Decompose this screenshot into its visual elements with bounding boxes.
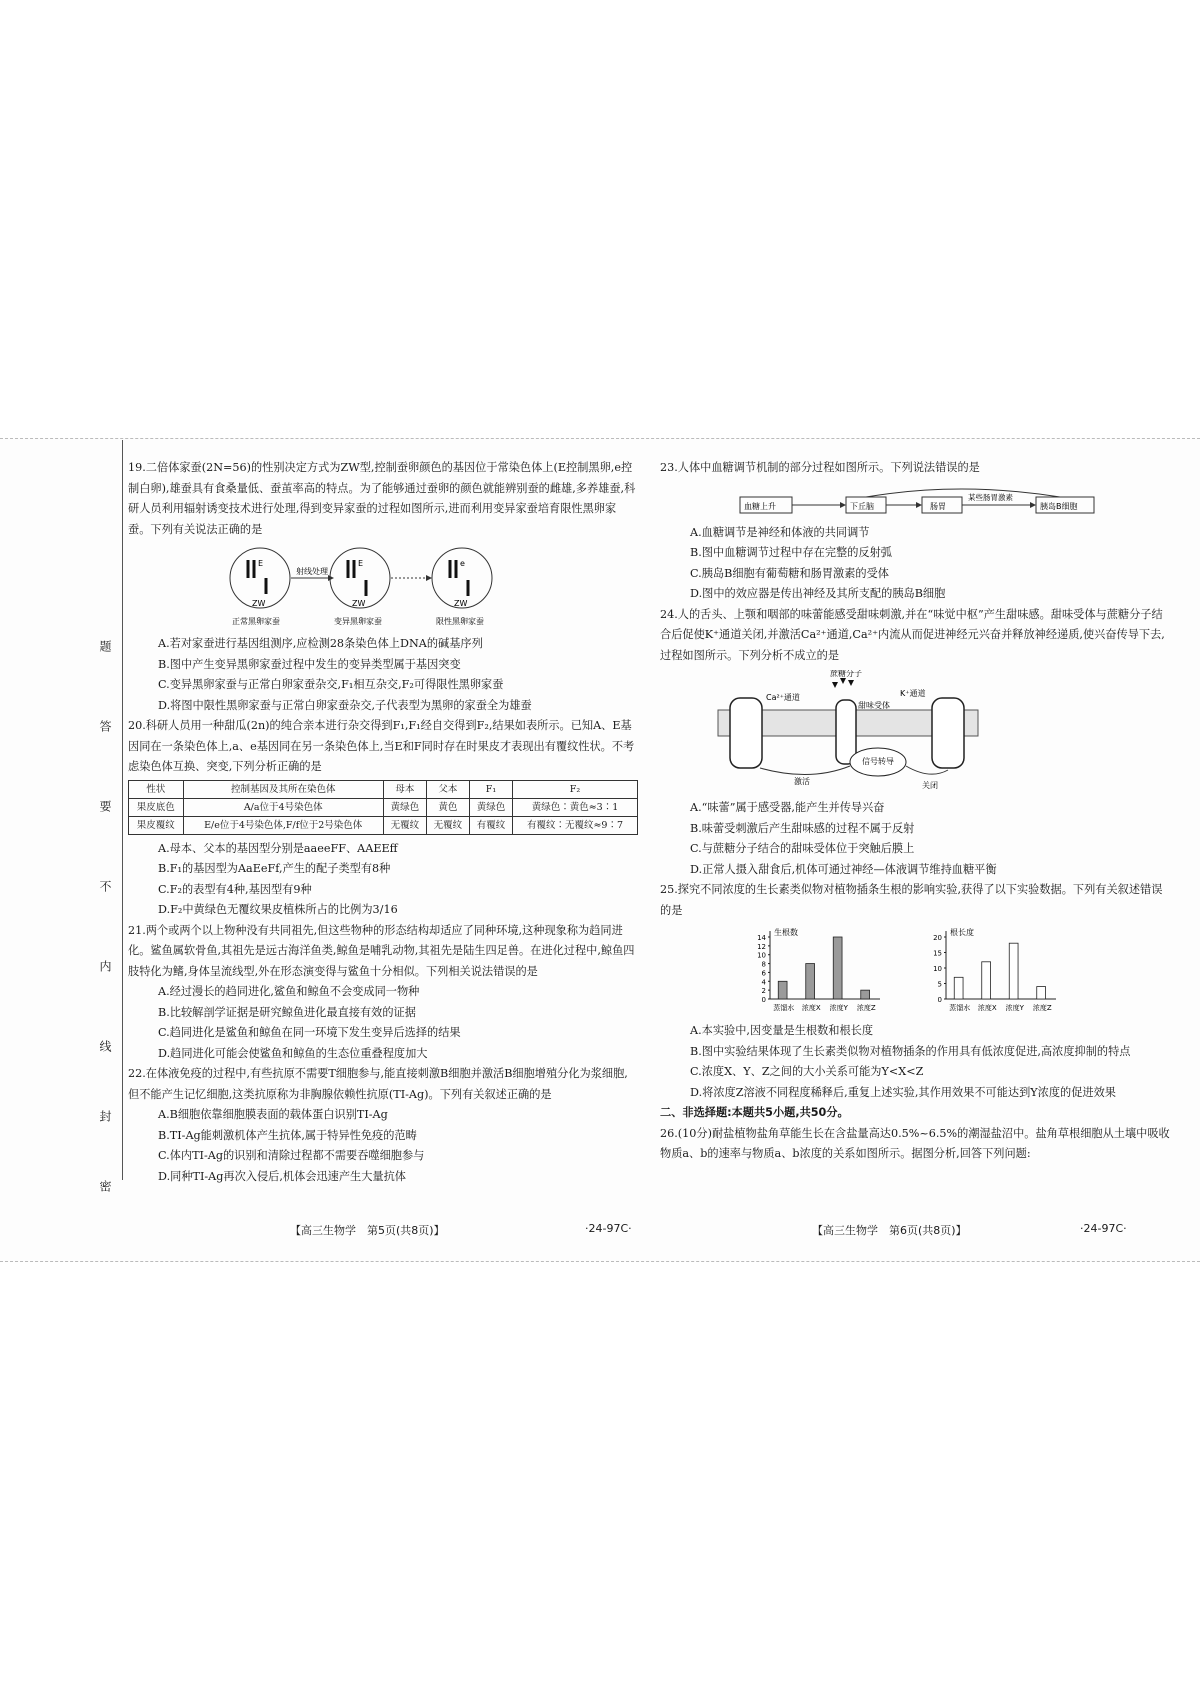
fig-box-hypothalamus: 下丘脑 <box>850 501 874 511</box>
question-23-option-b: B.图中血糖调节过程中存在完整的反射弧 <box>690 546 892 559</box>
y-tick-label: 10 <box>933 965 942 973</box>
table-cell: 黄绿色∶黄色≈3∶1 <box>512 798 637 816</box>
question-22-stem: 22.在体液免疫的过程中,有些抗原不需要T细胞参与,能直接刺激B细胞并激活B细胞增殖分化为浆细胞,但不能产生记忆细胞,这类抗原称为非胸腺依赖性抗原(TI-Ag)。下列有关叙述正确的是 <box>128 1067 628 1101</box>
question-25-option-d: D.将浓度Z溶液不同程度稀释后,重复上述实验,其作用效果不可能达到Y浓度的促进效果 <box>690 1085 1116 1099</box>
question-19-option-b: B.图中产生变异黑卵家蚕过程中发生的变异类型属于基因突变 <box>158 657 461 671</box>
question-23-stem: 23.人体中血糖调节机制的部分过程如图所示。下列说法错误的是 <box>660 461 980 474</box>
table-cell: 果皮底色 <box>129 798 184 816</box>
y-tick-label: 12 <box>757 942 766 951</box>
fig-arrow-label: 射线处理 <box>296 567 328 576</box>
binding-notice-char: 内 <box>98 960 112 972</box>
question-24-stem: 24.人的舌头、上颚和咽部的味蕾能感受甜味刺激,并在“味觉中枢”产生甜味感。甜味受体与蔗糖分子结合后促使K⁺通道关闭,并激活Ca²⁺通道,Ca²⁺内流从而促进神经元兴奋并释放神经递质,使兴奋传导下去,过程如图所示。下列分析不成立的是 <box>660 607 1165 662</box>
fig-label-ca-channel: Ca²⁺通道 <box>766 693 800 702</box>
fig-letter-5: ZW <box>352 599 366 608</box>
fig-label-close: 关闭 <box>922 781 938 790</box>
table-cell: 果皮覆纹 <box>129 816 184 834</box>
x-tick-label: 浓度X <box>801 1004 821 1012</box>
table-cell: 黄绿色 <box>469 798 512 816</box>
fig-caption-1: 正常黑卵家蚕 <box>232 617 280 626</box>
x-tick-label: 蒸馏水 <box>949 1004 971 1012</box>
binding-notice-char: 题 <box>98 640 112 652</box>
fig-label-sucrose: 蔗糖分子 <box>830 670 862 678</box>
bar <box>861 990 870 999</box>
question-20-table <box>128 780 638 835</box>
root-length-chart <box>916 925 1156 1017</box>
bar <box>833 937 842 999</box>
left-column <box>128 458 638 1187</box>
question-22-option-a: A.B细胞依靠细胞膜表面的载体蛋白识别TI-Ag <box>158 1108 388 1121</box>
table-cell: 无覆纹 <box>426 816 469 834</box>
question-22-option-d: D.同种TI-Ag再次入侵后,机体会迅速产生大量抗体 <box>158 1169 406 1183</box>
footer-left-page: 【高三生物学 第5页(共8页)】 <box>290 1224 445 1237</box>
fig-box-gut: 肠胃 <box>930 501 946 511</box>
table-header: F₂ <box>512 780 637 798</box>
question-19-option-c: C.变异黑卵家蚕与正常白卵家蚕杂交,F₁相互杂交,F₂可得限性黑卵家蚕 <box>158 678 504 691</box>
y-axis-label: 根长度 <box>950 928 974 937</box>
question-24-option-b: B.味蕾受刺激后产生甜味感的过程不属于反射 <box>690 821 915 835</box>
y-tick-label: 4 <box>761 978 766 987</box>
fig-letter-4: ZW <box>252 599 266 608</box>
right-column <box>660 458 1170 1165</box>
binding-notice-char: 密 <box>98 1180 112 1192</box>
footer-left-code: ·24-97C· <box>585 1222 632 1235</box>
question-21-option-a: A.经过漫长的趋同进化,鲨鱼和鲸鱼不会变成同一物种 <box>158 985 420 998</box>
y-tick-label: 2 <box>761 987 766 996</box>
question-23-option-c: C.胰岛B细胞有葡萄糖和肠胃激素的受体 <box>690 566 889 580</box>
table-row <box>129 816 638 834</box>
table-cell: 无覆纹 <box>383 816 426 834</box>
fig-letter-3: e <box>460 559 465 568</box>
question-19-stem: 19.二倍体家蚕(2N=56)的性别决定方式为ZW型,控制蚕卵颜色的基因位于常染色体上(E控制黑卵,e控制白卵),雄蚕具有食桑量低、蚕茧率高的特点。为了能够通过蚕卵的颜色就能辨别蚕的雌雄,多养雄蚕,科研人员利用辐射诱变技术进行处理,得到变异家蚕的过程如图所示,进而利用变异家蚕培育限性黑卵家蚕。下列有关说法正确的是 <box>128 461 636 536</box>
question-20-option-b: B.F₁的基因型为AaEeFf,产生的配子类型有8种 <box>158 862 391 875</box>
binding-notice-char: 不 <box>98 880 112 892</box>
question-24-option-d: D.正常人摄入甜食后,机体可通过神经—体液调节维持血糖平衡 <box>690 862 997 876</box>
question-20-stem: 20.科研人员用一种甜瓜(2n)的纯合亲本进行杂交得到F₁,F₁经自交得到F₂,结果如表所示。已知A、E基因同在一条染色体上,a、e基因同在另一条染色体上,当E和F同时存在时果皮才表现出有覆纹性状。不考虑染色体互换、突变,下列分析正确的是 <box>128 719 635 773</box>
question-19-option-d: D.将图中限性黑卵家蚕与正常白卵家蚕杂交,子代表型为黑卵的家蚕全为雄蚕 <box>158 698 532 712</box>
x-tick-label: 浓度Z <box>1032 1004 1052 1012</box>
fig-box-blood-glucose: 血糖上升 <box>744 501 776 511</box>
binding-notice-char: 答 <box>98 720 112 732</box>
y-axis-label: 生根数 <box>774 928 798 937</box>
y-tick-label: 0 <box>761 996 766 1004</box>
fig-letter-6: ZW <box>454 599 468 608</box>
question-19-figure <box>128 544 638 630</box>
x-tick-label: 浓度Y <box>1005 1004 1024 1012</box>
section-2-heading: 二、非选择题:本题共5小题,共50分。 <box>660 1106 849 1119</box>
question-20-option-c: C.F₂的表型有4种,基因型有9种 <box>158 882 312 896</box>
fig-letter-2: E <box>358 559 364 568</box>
question-21-stem: 21.两个或两个以上物种没有共同祖先,但这些物种的形态结构却适应了同种环境,这种现象称为趋同进化。鲨鱼属软骨鱼,其祖先是远古海洋鱼类,鲸鱼是哺乳动物,其祖先是陆生四足兽。在进化过程中,鲸鱼四肢特化为鳍,身体呈流线型,外在形态演变得与鲨鱼十分相似。下列相关说法错误的是 <box>128 923 635 978</box>
y-tick-label: 0 <box>937 996 942 1004</box>
taste-receptor-diagram <box>660 670 1170 794</box>
y-tick-label: 6 <box>761 969 766 978</box>
y-tick-label: 10 <box>757 951 766 960</box>
table-cell: 有覆纹 <box>469 816 512 834</box>
bar <box>1037 987 1046 999</box>
fig-hormone-label: 某些肠胃激素 <box>968 492 1013 502</box>
table-header: F₁ <box>469 780 512 798</box>
bar <box>982 962 991 999</box>
y-tick-label: 20 <box>933 934 942 942</box>
question-25-figure <box>660 925 1170 1017</box>
table-header: 母本 <box>383 780 426 798</box>
fig-label-k-channel: K⁺通道 <box>900 689 926 698</box>
question-21-option-b: B.比较解剖学证据是研究鲸鱼进化最直接有效的证据 <box>158 1005 416 1019</box>
question-22-option-b: B.TI-Ag能刺激机体产生抗体,属于特异性免疫的范畴 <box>158 1128 417 1142</box>
x-tick-label: 浓度X <box>977 1004 997 1012</box>
fig-letter-1: E <box>258 559 264 568</box>
binding-notice-char: 线 <box>98 1040 112 1052</box>
table-header: 父本 <box>426 780 469 798</box>
table-cell: A/a位于4号染色体 <box>183 798 383 816</box>
fig-label-signal: 信号转导 <box>862 757 894 766</box>
table-row <box>129 798 638 816</box>
question-20-option-a: A.母本、父本的基因型分别是aaeeFF、AAEEff <box>158 841 398 855</box>
footer-right-page: 【高三生物学 第6页(共8页)】 <box>812 1224 967 1237</box>
question-24-option-a: A.“味蕾”属于感受器,能产生并传导兴奋 <box>690 801 885 814</box>
fig-label-receptor: 甜味受体 <box>858 701 890 710</box>
x-tick-label: 蒸馏水 <box>773 1004 795 1012</box>
question-22-option-c: C.体内TI-Ag的识别和清除过程都不需要吞噬细胞参与 <box>158 1149 425 1162</box>
question-23-option-a: A.血糖调节是神经和体液的共同调节 <box>690 525 870 539</box>
question-25-option-b: B.图中实验结果体现了生长素类似物对植物插条的作用具有低浓度促进,高浓度抑制的特点 <box>690 1044 1131 1058</box>
question-20-option-d: D.F₂中黄绿色无覆纹果皮植株所占的比例为3/16 <box>158 903 398 916</box>
question-24-figure <box>660 670 1170 794</box>
y-tick-label: 14 <box>757 934 766 942</box>
table-cell: 黄绿色 <box>383 798 426 816</box>
binding-notice-char: 要 <box>98 800 112 812</box>
y-tick-label: 8 <box>761 960 766 969</box>
question-25-option-a: A.本实验中,因变量是生根数和根长度 <box>690 1024 874 1037</box>
bar <box>778 981 787 999</box>
fig-caption-3: 限性黑卵家蚕 <box>436 617 484 626</box>
glucose-regulation-diagram <box>660 483 1170 519</box>
question-19-option-a: A.若对家蚕进行基因组测序,应检测28条染色体上DNA的碱基序列 <box>158 637 483 650</box>
binding-notice-char: 封 <box>98 1110 112 1122</box>
fig-caption-2: 变异黑卵家蚕 <box>334 617 382 626</box>
question-24-option-c: C.与蔗糖分子结合的甜味受体位于突触后膜上 <box>690 842 915 855</box>
question-26-stem: 26.(10分)耐盐植物盐角草能生长在含盐量高达0.5%~6.5%的潮湿盐沼中。盐角草根细胞从土壤中吸收物质a、b的速率与物质a、b浓度的关系如图所示。据图分析,回答下列问题: <box>660 1126 1170 1160</box>
table-cell: 黄色 <box>426 798 469 816</box>
bar <box>1009 943 1018 999</box>
table-header-row <box>129 780 638 798</box>
x-tick-label: 浓度Y <box>829 1004 848 1012</box>
question-23-figure <box>660 483 1170 519</box>
question-25-option-c: C.浓度X、Y、Z之间的大小关系可能为Y<X<Z <box>690 1065 924 1078</box>
table-header: 性状 <box>129 780 184 798</box>
fig-box-beta-cell: 胰岛B细胞 <box>1040 501 1078 511</box>
x-tick-label: 浓度Z <box>856 1004 876 1012</box>
table-cell: 有覆纹∶无覆纹≈9∶7 <box>512 816 637 834</box>
y-tick-label: 5 <box>937 980 942 989</box>
question-23-option-d: D.图中的效应器是传出神经及其所支配的胰岛B细胞 <box>690 587 946 600</box>
y-tick-label: 15 <box>933 949 942 958</box>
footer-right-code: ·24-97C· <box>1080 1222 1127 1235</box>
question-21-option-c: C.趋同进化是鲨鱼和鲸鱼在同一环境下发生变异后选择的结果 <box>158 1026 461 1039</box>
question-21-option-d: D.趋同进化可能会使鲨鱼和鲸鱼的生态位重叠程度加大 <box>158 1046 428 1060</box>
bar <box>954 977 963 999</box>
fig-label-activate: 激活 <box>794 777 810 786</box>
table-header: 控制基因及其所在染色体 <box>183 780 383 798</box>
bar <box>806 964 815 999</box>
silkworm-chromosome-diagram <box>128 544 638 630</box>
table-cell: E/e位于4号染色体,F/f位于2号染色体 <box>183 816 383 834</box>
question-25-stem: 25.探究不同浓度的生长素类似物对植物插条生根的影响实验,获得了以下实验数据。下列有关叙述错误的是 <box>660 883 1163 917</box>
